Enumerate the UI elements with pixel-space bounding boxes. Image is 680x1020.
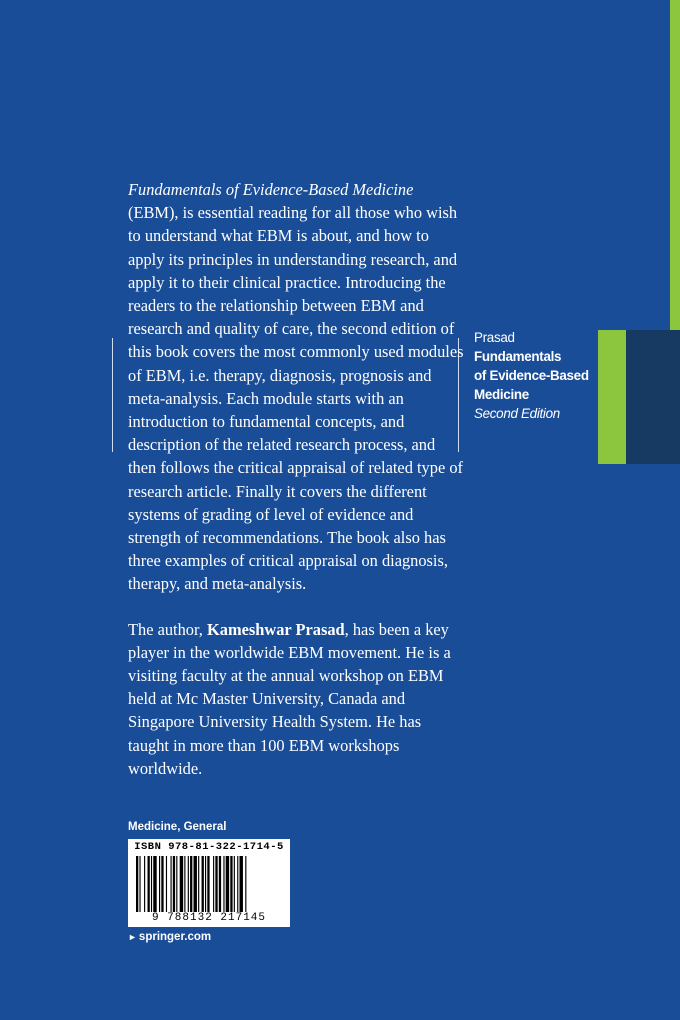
barcode-bar <box>234 856 235 912</box>
barcode-bar <box>219 856 221 912</box>
description-text: (EBM), is essential reading for all those who wish to understand what EBM is about, and how to apply its principles in understanding research, and apply it to their clinical practice. Introducing the readers to the relationship between EBM and research and quality of care, the second edition of this book covers the most commonly used modules of EBM, i.e. therapy, diagnosis, prognosis and meta-analysis. Each module starts with an introduction to fundamental concepts, and description of the related research process, and then follows the critical appraisal of related type of research article. Finally it covers the different systems of grading of level of evidence and strength of recommendations. The book also has three examples of critical appraisal on diagnosis, therapy, and meta-analysis. <box>128 203 464 594</box>
barcode-bar <box>139 856 140 912</box>
book-description <box>128 178 464 780</box>
barcode-bar <box>161 856 163 912</box>
barcode-bar <box>184 856 185 912</box>
barcode-bar <box>153 856 156 912</box>
author-paragraph <box>128 618 464 780</box>
barcode-bar <box>173 856 175 912</box>
barcode <box>128 839 290 927</box>
barcode-bar <box>245 856 246 912</box>
green-edge-strip <box>670 0 680 330</box>
category-label: Medicine, General <box>128 821 227 833</box>
barcode-bar <box>240 856 243 912</box>
author-intro: The author, <box>128 619 207 639</box>
side-edition: Second Edition <box>474 406 560 421</box>
barcode-bars <box>136 856 282 912</box>
barcode-digits: 9 788132 217145 <box>151 912 267 924</box>
barcode-bar <box>202 856 204 912</box>
barcode-bar <box>226 856 229 912</box>
barcode-bar <box>166 856 167 912</box>
barcode-bar <box>159 856 160 912</box>
book-title-italic: Fundamentals of Evidence-Based Medicine <box>128 180 414 199</box>
spine-tab-green <box>598 330 626 464</box>
barcode-bar <box>223 856 224 912</box>
barcode-bar <box>136 856 138 912</box>
barcode-bar <box>180 856 183 912</box>
arrow-icon: ► <box>128 932 137 942</box>
isbn-label: ISBN 978-81-322-1714-5 <box>134 841 284 853</box>
side-title-line2: of Evidence-Based <box>474 368 589 383</box>
author-bio: , has been a key player in the worldwide EBM movement. He is a visiting faculty at the annual workshop on EBM held at Mc Master University, Canada and Singapore University Health System. He has taught in more than 100 EBM workshops worldwide. <box>128 619 451 778</box>
barcode-bar <box>190 856 192 912</box>
barcode-bar <box>215 856 217 912</box>
barcode-bar <box>237 856 238 912</box>
barcode-bar <box>207 856 209 912</box>
side-title-block <box>474 328 598 423</box>
barcode-bar <box>205 856 206 912</box>
author-name: Kameshwar Prasad <box>207 619 345 639</box>
barcode-bar <box>188 856 189 912</box>
description-paragraph <box>128 178 464 596</box>
barcode-bar <box>148 856 150 912</box>
barcode-bar <box>230 856 232 912</box>
website-text: springer.com <box>138 931 212 943</box>
barcode-bar <box>151 856 152 912</box>
barcode-bar <box>144 856 145 912</box>
side-author: Prasad <box>474 330 515 345</box>
side-title-line3: Medicine <box>474 387 529 402</box>
barcode-bar <box>194 856 197 912</box>
spine-tab-dark <box>626 330 680 464</box>
side-title-line1: Fundamentals <box>474 349 562 364</box>
barcode-bar <box>198 856 199 912</box>
website-link[interactable] <box>128 931 211 943</box>
barcode-bar <box>176 856 177 912</box>
barcode-bar <box>171 856 172 912</box>
barcode-bar <box>213 856 214 912</box>
left-rule <box>112 338 113 452</box>
